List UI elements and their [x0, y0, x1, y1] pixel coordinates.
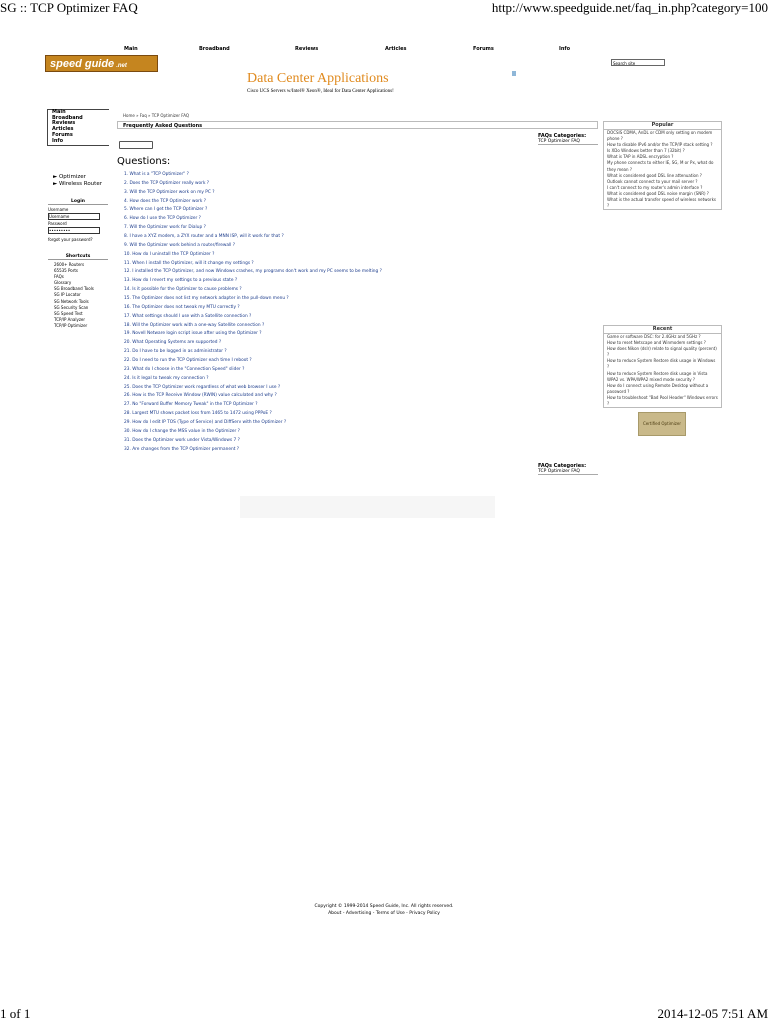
footer-links: About - Advertising - Terms of Use - Privacy Policy — [328, 911, 440, 916]
category-select-button[interactable] — [119, 141, 153, 149]
logo-suffix: .net — [116, 63, 127, 69]
print-title: SG :: TCP Optimizer FAQ — [0, 0, 138, 15]
recent-link[interactable]: WPA2 vs. WPA/WPA2 mixed mode security ? — [607, 376, 696, 382]
recent-box — [603, 325, 722, 408]
question-link[interactable]: 21. Do I have to be logged in as administrator ? — [124, 349, 227, 355]
faq-section-title: Frequently Asked Questions — [117, 121, 598, 129]
question-link[interactable]: 31. Does the Optimizer work under Vista/Windows 7 ? — [124, 437, 240, 443]
question-link[interactable]: 11. When I install the Optimizer, will it change my settings ? — [124, 260, 254, 266]
popular-link[interactable]: What is the actual transfer speed of wireless networks ? — [607, 197, 716, 209]
print-url: http://www.speedguide.net/faq_in.php?category=100 — [491, 0, 768, 15]
leftnav-item-forums[interactable]: Forums — [52, 131, 73, 138]
question-link[interactable]: 18. Will the Optimizer work with a one-way Satellite connection ? — [124, 322, 265, 328]
popular-link[interactable]: What is TAP in ADSL encryption ? — [607, 154, 674, 160]
search-input[interactable]: Search site — [611, 59, 665, 66]
question-link[interactable]: 1. What is a "TCP Optimizer" ? — [124, 172, 189, 177]
question-link[interactable]: 29. How do I edit IP TOS (Type of Service) and DiffServ with the Optimizer ? — [124, 420, 287, 426]
certified-badge[interactable]: Certified Optimizer — [638, 412, 686, 436]
recent-link[interactable]: How to reduce System Restore disk usage in Vista — [607, 370, 708, 376]
question-link[interactable]: 24. Is it legal to tweak my connection ? — [124, 375, 209, 381]
topnav-articles[interactable]: Articles — [385, 46, 407, 52]
popular-link[interactable]: Outlook cannot connect to your mail server ? — [607, 178, 698, 184]
question-link[interactable]: 5. Where can I get the TCP Optimizer ? — [124, 207, 208, 213]
question-link[interactable]: 27. No "Forward Buffer Memory Tweak" in the TCP Optimizer ? — [124, 402, 258, 408]
question-link[interactable]: 23. What do I choose in the "Connection Speed" slider ? — [124, 366, 245, 372]
faq-categories-top — [538, 133, 598, 145]
questions-heading: Questions: — [117, 156, 171, 167]
ad-banner[interactable] — [247, 71, 447, 95]
leftnav-item-broadband[interactable]: Broadband — [52, 114, 83, 121]
bottom-banner-placeholder — [240, 496, 495, 518]
question-link[interactable]: 4. How does the TCP Optimizer work ? — [124, 198, 207, 204]
tool-wireless-router-link[interactable]: ► Wireless Router — [53, 181, 102, 187]
popular-link[interactable]: DOCSIS CDMA, AnDL or CDM only setting on modem phone ? — [607, 130, 713, 142]
faq-categories-bottom — [538, 463, 598, 475]
popular-link[interactable]: How to disable IPv6 and/or the TCP/IP stack setting ? — [607, 142, 713, 148]
question-link[interactable]: 19. Novell Netware login script issue after using the Optimizer ? — [124, 331, 262, 337]
question-link[interactable]: 17. What settings should I use with a Satellite connection ? — [124, 313, 252, 319]
site-footer — [0, 903, 768, 917]
question-link[interactable]: 2. Does the TCP Optimizer really work ? — [124, 180, 210, 186]
footer-link-about[interactable]: About — [328, 911, 342, 916]
forgot-password-link[interactable]: forgot your password? — [48, 237, 93, 242]
print-header — [0, 0, 768, 18]
ad-subtitle: Cisco UCS Servers w/Intel® Xeon®, Ideal for Data Center Applications! — [247, 89, 394, 94]
question-link[interactable]: 9. Will the Optimizer work behind a router/firewall ? — [124, 242, 236, 248]
question-link[interactable]: 13. How do I revert my settings to a previous state ? — [124, 278, 238, 284]
recent-link[interactable]: How to troubleshoot "Bad Pool Header" Windows errors ? — [607, 394, 718, 407]
popular-box — [603, 121, 722, 210]
popular-link[interactable]: What is considered good DSL line attenuation ? — [607, 172, 702, 178]
shortcut-link[interactable]: SG Network Tools — [54, 298, 89, 304]
popular-link[interactable]: What is considered good DSL noise margin (SNR) ? — [607, 190, 709, 196]
question-link[interactable]: 28. Largest MTU shows packet loss from 1465 to 1472 using PPPoE ? — [124, 411, 272, 417]
username-field[interactable]: Username — [48, 213, 100, 220]
tools-links — [53, 174, 102, 188]
question-link[interactable]: 25. Does the TCP Optimizer work regardless of what web browser I use ? — [124, 384, 281, 390]
leftnav-item-main[interactable]: Main — [52, 109, 66, 115]
leftnav-item-info[interactable]: Info — [52, 137, 64, 144]
question-link[interactable]: 32. Are changes from the TCP Optimizer permanent ? — [124, 446, 240, 452]
question-link[interactable]: 20. What Operating Systems are supported ? — [124, 340, 222, 346]
topnav-forums[interactable]: Forums — [473, 46, 494, 52]
site-logo[interactable] — [45, 55, 158, 72]
recent-link[interactable]: How do I connect using Remote Desktop without a password ? — [607, 382, 709, 394]
shortcut-link[interactable]: SG Broadband Tools — [54, 286, 94, 292]
question-link[interactable]: 14. Is it possible for the Optimizer to cause problems ? — [124, 287, 242, 293]
shortcut-link[interactable]: 65535 Ports — [54, 268, 79, 274]
login-box — [48, 199, 108, 242]
ad-title[interactable]: Data Center Applications — [247, 71, 389, 86]
question-link[interactable]: 6. How do I use the TCP Optimizer ? — [124, 216, 201, 222]
footer-link-advertising[interactable]: Advertising — [345, 911, 372, 916]
shortcut-link[interactable]: TCP/IP Analyzer — [54, 316, 86, 322]
shortcut-link[interactable]: SG IP Locator — [54, 292, 81, 298]
print-footer — [0, 1004, 768, 1024]
topnav-info[interactable]: Info — [559, 46, 571, 52]
print-datetime: 2014-12-05 7:51 AM — [657, 1006, 768, 1021]
left-nav — [47, 109, 109, 146]
recent-link[interactable]: How does Nikon (dslr) relate to signal quality (percent) ? — [607, 346, 717, 358]
recent-link[interactable]: How to reduce System Restore disk usage in Windows ? — [607, 358, 716, 370]
footer-link-privacy[interactable]: Privacy Policy — [409, 911, 440, 916]
faq-categories-label: FAQs Categories: — [538, 463, 587, 469]
footer-link-terms[interactable]: Terms of Use — [375, 911, 405, 916]
shortcut-link[interactable]: FAQs — [54, 274, 64, 280]
leftnav-item-reviews[interactable]: Reviews — [52, 120, 76, 127]
shortcut-link[interactable]: SG Speed Test — [54, 310, 83, 316]
faq-categories-label: FAQs Categories: — [538, 133, 587, 139]
question-link[interactable]: 16. The Optimizer does not tweak my MTU correctly ? — [124, 304, 240, 310]
question-link[interactable]: 10. How do I uninstall the TCP Optimizer ? — [124, 251, 215, 257]
tool-optimizer-link[interactable]: ► Optimizer — [53, 174, 86, 180]
popular-link[interactable]: I can't connect to my router's admin interface ? — [607, 184, 703, 190]
shortcuts-box — [48, 254, 108, 329]
topnav-main[interactable]: Main — [124, 46, 138, 52]
breadcrumb[interactable]: Home » Faq » TCP Optimizer FAQ — [123, 113, 190, 118]
password-label: Password — [48, 221, 67, 226]
faq-category-link[interactable]: TCP Optimizer FAQ — [538, 469, 598, 475]
question-link[interactable]: 7. Will the Optimizer work for Dialup ? — [124, 225, 206, 231]
recent-header: Recent — [604, 326, 721, 334]
shortcut-link[interactable]: TCP/IP Optimizer — [54, 322, 88, 328]
shortcut-link[interactable]: SG Security Scan — [54, 304, 89, 310]
question-list — [124, 171, 382, 455]
copyright-text: Copyright © 1999-2014 Speed Guide, Inc. All rights reserved. — [314, 904, 454, 909]
page-number: 1 of 1 — [0, 1006, 31, 1021]
question-link[interactable]: 8. I have a XYZ modem, a ZYX router and a MNN ISP, will it work for that ? — [124, 234, 284, 240]
question-link[interactable]: 22. Do I need to run the TCP Optimizer each time I reboot ? — [124, 358, 252, 364]
faq-category-link[interactable]: TCP Optimizer FAQ — [538, 139, 598, 145]
question-link[interactable]: 30. How do I change the MSS value in the Optimizer ? — [124, 428, 240, 434]
question-link[interactable]: 12. I installed the TCP Optimizer, and now Windows crashes, my programs don't work and my PC seems to be melting ? — [124, 269, 382, 275]
popular-link[interactable]: Is XDo Windows better than 7 (32bit) ? — [607, 148, 685, 154]
question-link[interactable]: 3. Will the TCP Optimizer work on my PC ? — [124, 189, 215, 195]
shortcut-link[interactable]: Glossary — [54, 280, 72, 286]
popular-link[interactable]: My phone connects to either IE, SG, M or Px, what do they mean ? — [607, 160, 714, 172]
recent-link[interactable]: Game or software DSC: for 2.4GHz and 5GHz ? — [607, 334, 701, 339]
question-link[interactable]: 15. The Optimizer does not list my network adapter in the pull-down menu ? — [124, 296, 289, 302]
ad-choices-icon[interactable] — [512, 71, 516, 76]
popular-header: Popular — [604, 122, 721, 130]
logo-text: speed guide — [50, 58, 115, 70]
shortcut-link[interactable]: 2600+ Routers — [54, 262, 85, 267]
topnav-reviews[interactable]: Reviews — [295, 46, 319, 52]
question-link[interactable]: 26. How is the TCP Receive Window (RWIN) value calculated and why ? — [124, 393, 277, 399]
username-label: Username — [48, 207, 69, 212]
password-field[interactable]: ••••••••• — [48, 227, 100, 234]
shortcuts-header: Shortcuts — [48, 254, 108, 260]
login-header: Login — [48, 199, 108, 205]
topnav-broadband[interactable]: Broadband — [199, 46, 230, 52]
recent-link[interactable]: How to reset Netscape and Winmodem settings ? — [607, 340, 706, 346]
leftnav-item-articles[interactable]: Articles — [52, 126, 74, 133]
